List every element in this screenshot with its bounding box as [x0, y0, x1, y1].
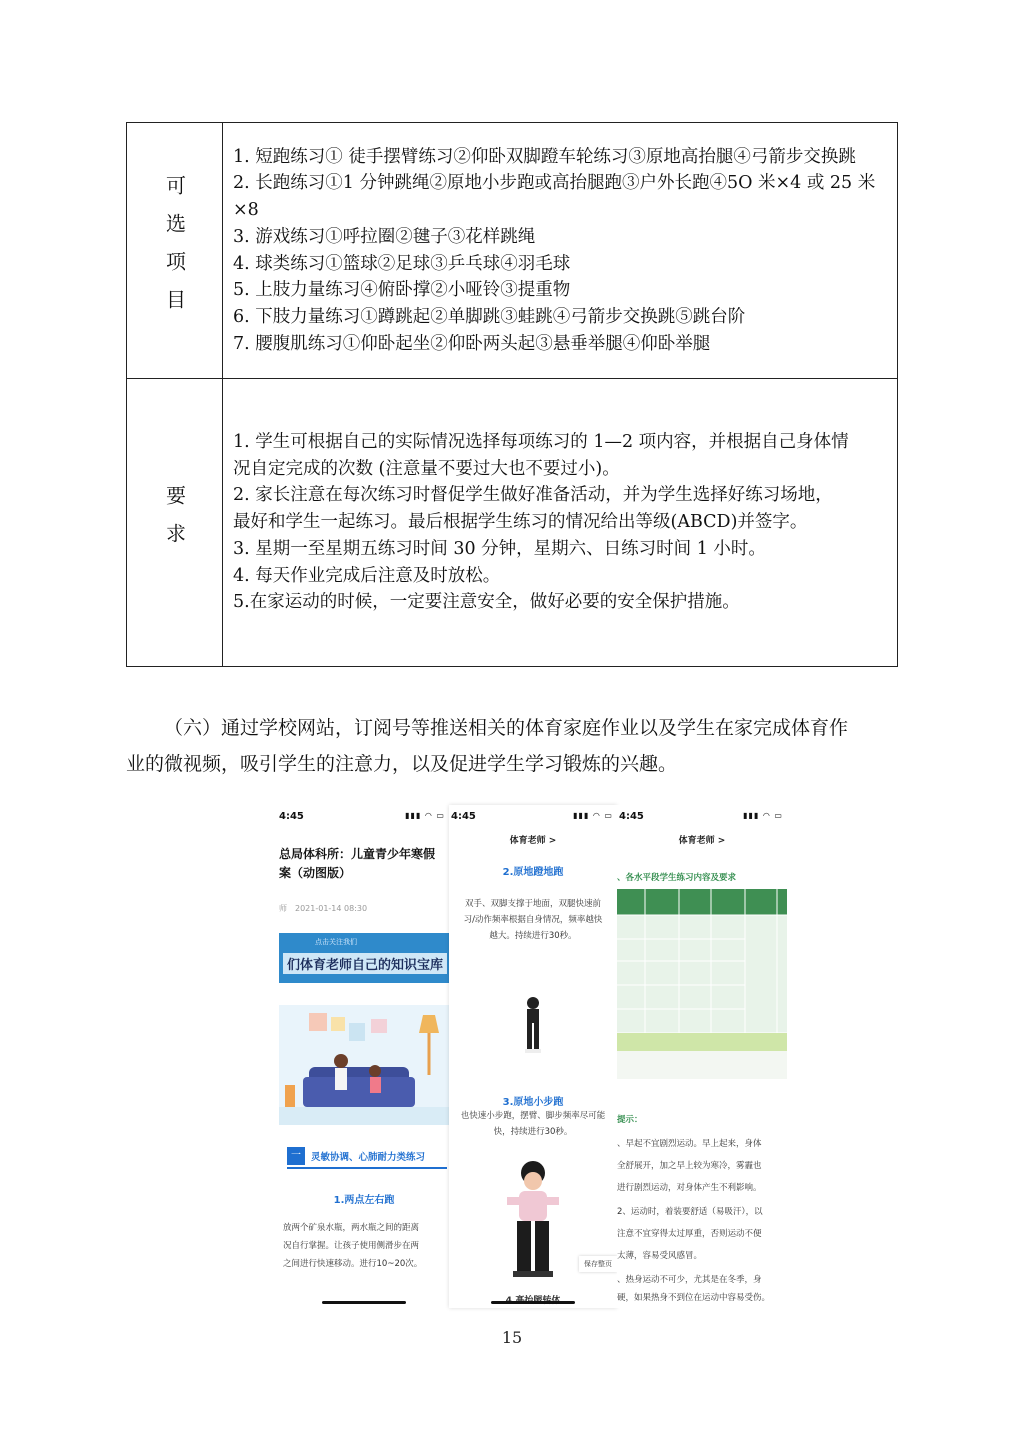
family-illustration [279, 1005, 449, 1125]
row-header-cell [127, 379, 223, 666]
sub-section-title: 3.原地小步跑 [502, 1097, 564, 1108]
home-indicator [322, 1301, 406, 1304]
article-text: 放两个矿泉水瓶，两水瓶之间的距离 [283, 1223, 420, 1233]
row-content [233, 123, 889, 378]
banner-headline: 们体育老师自己的知识宝库 [283, 953, 447, 974]
content-line: 5.在家运动的时候，一定要注意安全，做好必要的安全保护措施。 [233, 592, 740, 613]
content-line: 6. 下肢力量练习①蹲跳起②单脚跳③蛙跳④弓箭步交换跳⑤跳台阶 [233, 306, 746, 327]
tips-title: 提示： [617, 1115, 643, 1125]
exercise-text: 快，持续进行30秒。 [493, 1127, 573, 1137]
tip-text: 2、运动时，着装要舒适（易吸汗），以 [617, 1207, 763, 1217]
content-line: 况自定完成的次数 (注意量不要过大也不要过小)。 [233, 458, 620, 479]
signal-wifi-battery-icon: ▮▮▮ ◠ ▭ [743, 811, 783, 820]
sub-section-title: 1.两点左右跑 [333, 1195, 395, 1206]
child-running-icon [491, 1159, 575, 1289]
row-header: 要求 [162, 484, 187, 561]
nav-title[interactable]: 体育老师 > [678, 836, 726, 846]
table-section-title: 、各水平段学生练习内容及要求 [617, 873, 737, 883]
table-row [127, 123, 897, 379]
content-line: 1. 学生可根据自己的实际情况选择每项练习的 1—2 项内容，并根据自己身体情 [233, 432, 849, 453]
exercise-table [126, 122, 898, 667]
paragraph-line: 业的微视频，吸引学生的注意力，以及促进学生学习锻炼的兴趣。 [126, 753, 678, 775]
phone-screenshots [279, 805, 787, 1308]
banner-caption: 点击关注我们 [315, 938, 357, 946]
signal-wifi-battery-icon: ▮▮▮ ◠ ▭ [405, 811, 445, 820]
sub-section-title [449, 1293, 617, 1306]
content-line: 3. 星期一至星期五练习时间 30 分钟，星期六、日练习时间 1 小时。 [233, 538, 766, 559]
row-content [233, 379, 889, 666]
level-table-image [617, 889, 787, 1079]
tip-text: 进行剧烈运动，对身体产生不利影响。 [617, 1183, 762, 1193]
illustration-icon [279, 1005, 449, 1125]
content-line: 7. 腰腹肌练习①仰卧起坐②仰卧两头起③悬垂举腿④仰卧举腿 [233, 333, 711, 354]
exercise-text: 也快速小步跑，摆臂、脚步频率尽可能 [460, 1111, 606, 1121]
body-paragraph [126, 710, 902, 782]
content-line: 5. 上肢力量练习④俯卧撑②小哑铃③提重物 [233, 280, 571, 301]
status-time: 4:45 [279, 811, 304, 822]
home-indicator [491, 1301, 575, 1304]
exercise-text: 双手、双脚支撑于地面，双腿快速前 [464, 899, 601, 909]
content-line: 2. 家长注意在每次练习时督促学生做好准备活动，并为学生选择好练习场地， [233, 485, 833, 506]
status-time: 4:45 [619, 811, 644, 822]
tip-text: 、早起不宜剧烈运动。早上起来，身体 [617, 1139, 762, 1149]
tip-text: 注意不宜穿得太过厚重，否则运动不便 [617, 1229, 762, 1239]
phone-screenshot-exercise [449, 805, 617, 1308]
nav-title[interactable]: 体育老师 > [509, 836, 557, 846]
content-line: 1. 短跑练习① 徒手摆臂练习②仰卧双脚蹬车轮练习③原地高抬腿④弓箭步交换跳 [233, 146, 856, 167]
save-page-button[interactable]: 保存整页 [579, 1256, 617, 1272]
exercise-text: 越大。持续进行30秒。 [489, 931, 577, 941]
content-line: 3. 游戏练习①呼拉圈②毽子③花样跳绳 [233, 226, 536, 247]
content-line: ×8 [233, 200, 259, 221]
article-meta: 师 2021-01-14 08:30 [279, 904, 368, 913]
phone-screenshot-tips [617, 805, 787, 1308]
paragraph-line: （六）通过学校网站，订阅号等推送相关的体育家庭作业以及学生在家完成体育作 [164, 717, 849, 739]
row-header-cell [127, 123, 223, 378]
article-title-text: 总局体科所：儿童青少年寒假 案（动图版） [279, 847, 436, 880]
section-name: 灵敏协调、心肺耐力类练习 [311, 1152, 426, 1163]
content-line: 4. 每天作业完成后注意及时放松。 [233, 565, 501, 586]
table-row [127, 379, 897, 666]
exercise-text: 习/动作频率根据自身情况，频率越快 [463, 915, 603, 925]
signal-wifi-battery-icon: ▮▮▮ ◠ ▭ [573, 811, 613, 820]
content-line: 2. 长跑练习①1 分钟跳绳②原地小步跑或高抬腿跑③户外长跑④5O 米×4 或 25 米 [233, 173, 876, 194]
status-time: 4:45 [451, 811, 476, 822]
tip-text: 太薄，容易受风感冒。 [617, 1251, 703, 1261]
section-header [287, 1147, 447, 1169]
section-number: 一 [287, 1147, 305, 1165]
article-title [279, 845, 449, 883]
page-number: 15 [501, 1328, 523, 1347]
tip-text: 硬，如果热身不到位在运动中容易受伤。 [617, 1293, 771, 1303]
tip-text: 全舒展开，加之早上较为寒冷，雾霾也 [617, 1161, 762, 1171]
article-text: 况自行掌握。让孩子使用侧滑步在两 [283, 1241, 420, 1251]
sub-section-title: 2.原地蹬地跑 [502, 867, 564, 878]
phone-screenshot-article [279, 805, 449, 1308]
article-text: 之间进行快速移动。进行10~20次。 [283, 1259, 423, 1269]
child-exercise-icon [515, 995, 551, 1055]
tip-text: 、热身运动不可少，尤其是在冬季，身 [617, 1275, 762, 1285]
table-grid-icon [617, 889, 787, 1079]
content-line: 最好和学生一起练习。最后根据学生练习的情况给出等级(ABCD)并签字。 [233, 512, 808, 533]
banner-image [279, 933, 449, 983]
content-line: 4. 球类练习①篮球②足球③乒乓球④羽毛球 [233, 253, 571, 274]
row-header: 可选项目 [162, 174, 187, 327]
